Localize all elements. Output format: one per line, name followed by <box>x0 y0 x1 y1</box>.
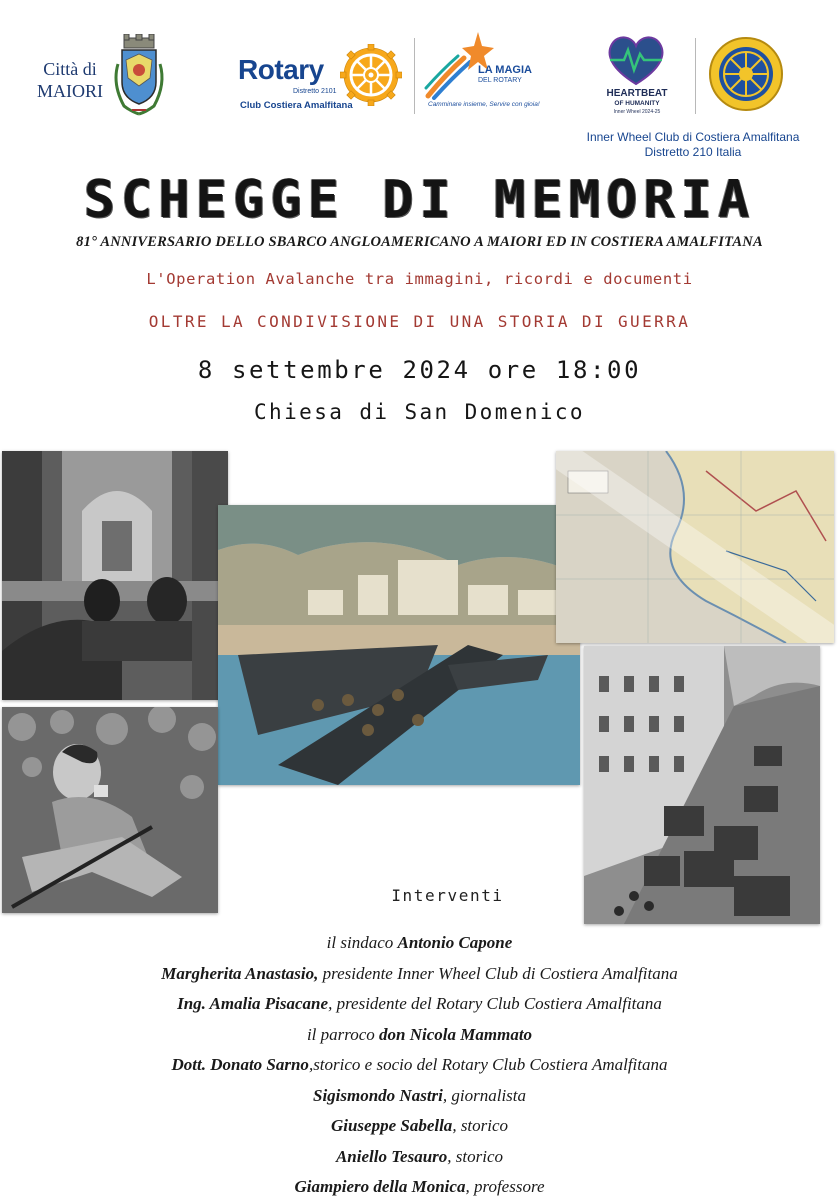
speaker-role: ,storico e socio del Rotary Club Costiera Amalfitana <box>308 1055 668 1074</box>
sharing-subtitle: OLTRE LA CONDIVISIONE DI UNA STORIA DI GUERRA <box>148 312 691 331</box>
magia-subtitle: DEL ROTARY <box>478 77 522 84</box>
speaker-name: don Nicola Mammato <box>379 1024 533 1044</box>
rotary-wheel-icon <box>340 44 402 106</box>
speaker-role: presidente Inner Wheel Club di Costiera Amalfitana <box>318 963 678 983</box>
speakers-list <box>0 928 839 1203</box>
heartbeat-heart-icon <box>604 32 668 88</box>
maiori-coat-of-arms-icon <box>110 34 168 116</box>
anniversary-subtitle: 81° ANNIVERSARIO DELLO SBARCO ANGLOAMERICANO A MAIORI ED IN COSTIERA AMALFITANA <box>76 234 763 250</box>
logo-divider-2 <box>695 38 696 114</box>
inner-wheel-club-name: Inner Wheel Club di Costiera Amalfitana <box>586 130 800 144</box>
rotary-wordmark: Rotary <box>238 54 324 85</box>
event-title: SCHEGGE DI MEMORIA <box>83 170 756 230</box>
speaker-name: Margherita Anastasio, <box>161 963 319 983</box>
logo-divider <box>414 38 415 114</box>
interventi-heading: Interventi <box>391 886 504 905</box>
speaker-item <box>0 928 839 959</box>
speaker-role: , storico <box>452 1116 509 1135</box>
speaker-role: , storico <box>447 1146 504 1166</box>
speaker-name: Giampiero della Monica <box>294 1177 466 1196</box>
heartbeat-tagline: Inner Wheel 2024-25 <box>613 109 661 115</box>
operation-subtitle: L'Operation Avalanche tra immagini, ricordi e documenti <box>146 270 693 288</box>
speaker-item <box>0 1111 839 1142</box>
citta-di-maiori-label <box>30 58 110 102</box>
speaker-role-prefix: il sindaco <box>326 933 398 952</box>
speaker-item <box>0 1142 839 1173</box>
citta-line2: MAIORI <box>37 81 103 101</box>
photo-street-convoy <box>584 646 820 924</box>
rotary-district: Distretto 2101 <box>293 88 337 95</box>
speaker-role: , presidente del Rotary Club Costiera Amalfitana <box>328 994 662 1013</box>
speaker-role: , giornalista <box>442 1085 527 1105</box>
speaker-name: Aniello Tesauro <box>335 1146 448 1166</box>
event-date-time: 8 settembre 2024 ore 18:00 <box>197 356 642 384</box>
magia-title: LA MAGIA <box>478 64 532 76</box>
inner-wheel-emblem-icon <box>708 36 784 112</box>
speaker-name: Giuseppe Sabella <box>330 1116 453 1135</box>
photo-landing-painting <box>218 505 580 785</box>
inner-wheel-district: Distretto 210 Italia <box>644 145 742 159</box>
heartbeat-subtitle: OF HUMANITY <box>614 100 660 107</box>
citta-line1: Città di <box>43 59 97 79</box>
photo-operation-map <box>556 451 834 643</box>
speaker-name: Sigismondo Nastri <box>312 1085 443 1105</box>
speaker-role: , professore <box>465 1177 545 1196</box>
speaker-item <box>0 1050 839 1081</box>
speaker-item <box>0 989 839 1020</box>
speaker-item <box>0 1172 839 1203</box>
speaker-role-prefix: il parroco <box>306 1024 380 1044</box>
speaker-item <box>0 959 839 990</box>
speaker-name: Antonio Capone <box>397 933 513 952</box>
speaker-item <box>0 1020 839 1051</box>
speaker-name: Dott. Donato Sarno <box>171 1055 309 1074</box>
event-venue: Chiesa di San Domenico <box>254 400 585 424</box>
speaker-name: Ing. Amalia Pisacane <box>177 994 329 1013</box>
magia-motto: Camminare insieme, Servire con gioia! <box>428 101 540 108</box>
speaker-item <box>0 1081 839 1112</box>
photo-child-drinking <box>2 707 218 913</box>
heartbeat-title: HEARTBEAT <box>606 88 668 99</box>
rotary-club-name: Club Costiera Amalfitana <box>240 100 353 111</box>
photo-church-interior <box>2 451 228 700</box>
